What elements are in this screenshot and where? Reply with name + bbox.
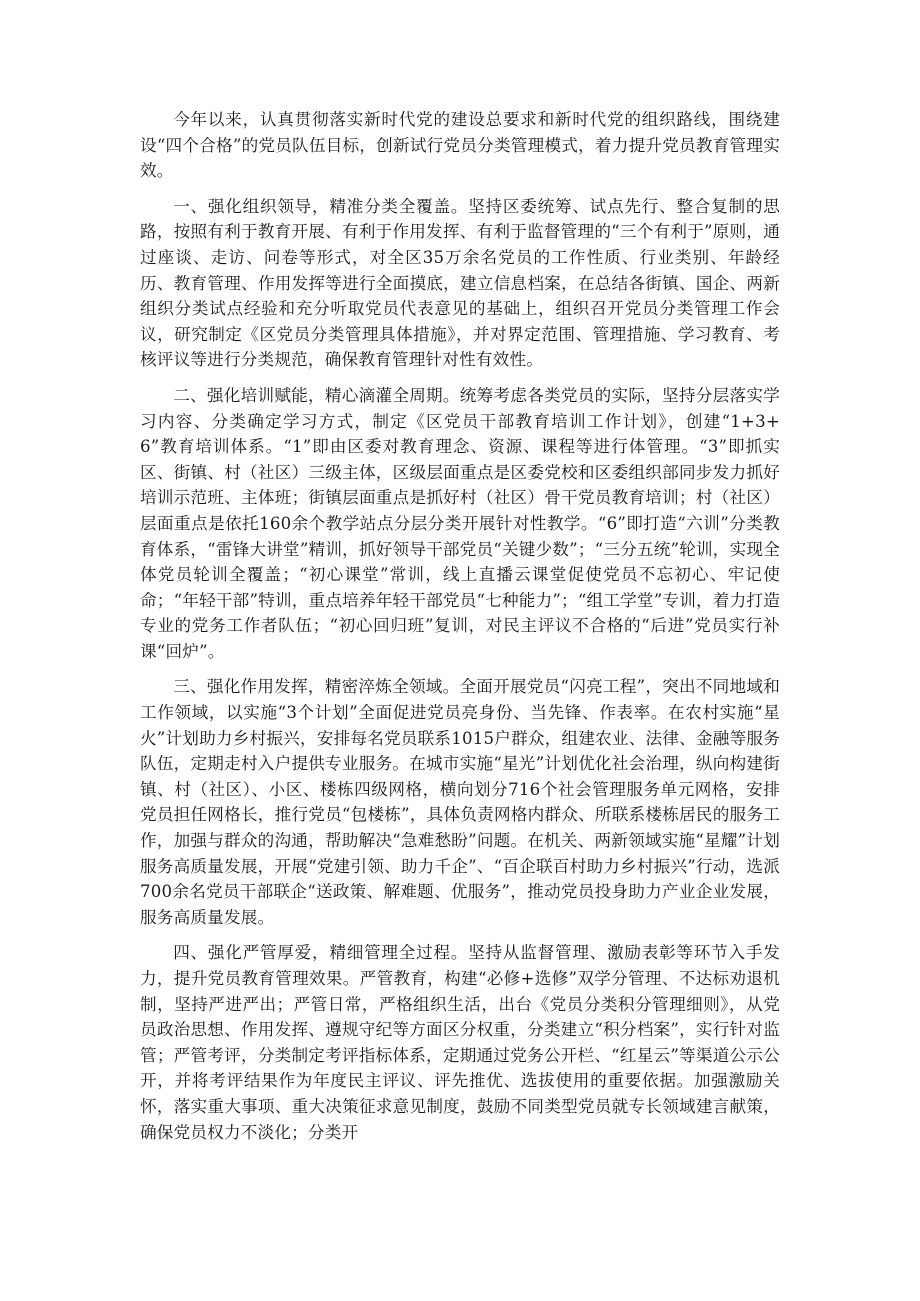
document-body <box>140 107 780 1145</box>
section-3-paragraph: 三、强化作用发挥，精密淬炼全领域。全面开展党员“闪亮工程”，突出不同地域和工作领域，以实施“3个计划”全面促进党员亮身份、当先锋、作表率。在农村实施“星火”计划助力乡村振兴，安排每名党员联系1015户群众，组建农业、法律、金融等服务队伍，定期走村入户提供专业服务。在城市实施“星光”计划优化社会治理，纵向构建街镇、村（社区）、小区、楼栋四级网格，横向划分716个社会管理服务单元网格，安排党员担任网格长，推行党员“包楼栋”，具体负责网格内群众、所联系楼栋居民的服务工作，加强与群众的沟通，帮助解决“急难愁盼”问题。在机关、两新领域实施“星耀”计划服务高质量发展，开展“党建引领、助力千企”、“百企联百村助力乡村振兴”行动，选派700余名党员干部联企“送政策、解难题、优服务”，推动党员投身助力产业企业发展，服务高质量发展。 <box>140 677 780 927</box>
section-2-paragraph: 二、强化培训赋能，精心滴灌全周期。统筹考虑各类党员的实际，坚持分层落实学习内容、分类确定学习方式，制定《区党员干部教育培训工作计划》，创建“1+3+6”教育培训体系。“1”即由区委对教育理念、资源、课程等进行体管理。“3”即抓实区、街镇、村（社区）三级主体，区级层面重点是区委党校和区委组织部同步发力抓好培训示范班、主体班；街镇层面重点是抓好村（社区）骨干党员教育培训；村（社区）层面重点是依托160余个教学站点分层分类开展针对性教学。“6”即打造“六训”分类教育体系，“雷锋大讲堂”精训，抓好领导干部党员“关键少数”；“三分五统”轮训，实现全体党员轮训全覆盖；“初心课堂”常训，线上直播云课堂促使党员不忘初心、牢记使命；“年轻干部”特训，重点培养年轻干部党员“七种能力”；“组工学堂”专训，着力打造专业的党务工作者队伍；“初心回归班”复训，对民主评议不合格的“后进”党员实行补课“回炉”。 <box>140 385 780 661</box>
section-1-paragraph: 一、强化组织领导，精准分类全覆盖。坚持区委统筹、试点先行、整合复制的思路，按照有利于教育开展、有利于作用发挥、有利于监督管理的“三个有利于”原则，通过座谈、走访、问卷等形式，对全区35万余名党员的工作性质、行业类别、年龄经历、教育管理、作用发挥等进行全面摸底，建立信息档案，在总结各街镇、国企、两新组织分类试点经验和充分听取党员代表意见的基础上，组织召开党员分类管理工作会议，研究制定《区党员分类管理具体措施》，并对界定范围、管理措施、学习教育、考核评议等进行分类规范，确保教育管理针对性有效性。 <box>140 196 780 370</box>
intro-paragraph: 今年以来，认真贯彻落实新时代党的建设总要求和新时代党的组织路线，围绕建设“四个合格”的党员队伍目标，创新试行党员分类管理模式，着力提升党员教育管理实效。 <box>140 110 780 181</box>
section-4-paragraph: 四、强化严管厚爱，精细管理全过程。坚持从监督管理、激励表彰等环节入手发力，提升党员教育管理效果。严管教育，构建“必修+选修”双学分管理、不达标劝退机制，坚持严进严出；严管日常，严格组织生活，出台《党员分类积分管理细则》，从党员政治思想、作用发挥、遵规守纪等方面区分权重，分类建立“积分档案”，实行针对监管；严管考评，分类制定考评指标体系，定期通过党务公开栏、“红星云”等渠道公示公开，并将考评结果作为年度民主评议、评先推优、选拔使用的重要依据。加强激励关怀，落实重大事项、重大决策征求意见制度，鼓励不同类型党员就专长领域建言献策，确保党员权力不淡化；分类开 <box>140 943 780 1142</box>
